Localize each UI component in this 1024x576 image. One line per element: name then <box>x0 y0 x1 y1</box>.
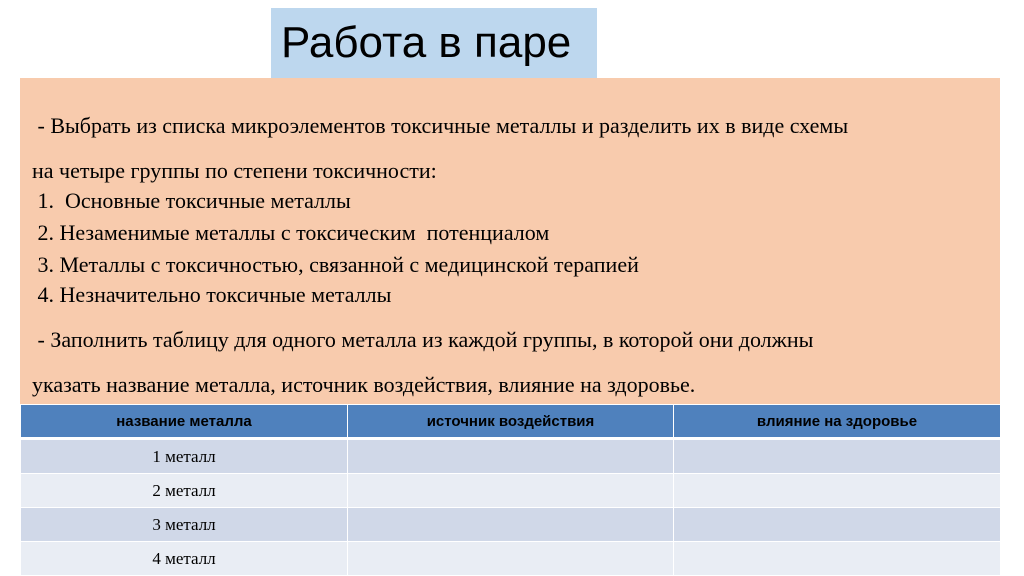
header-health-impact: влияние на здоровье <box>674 405 1001 439</box>
task-line: - Выбрать из списка микроэлементов токсичные металлы и разделить их в виде схемы <box>32 113 849 138</box>
health-impact-cell <box>674 542 1001 576</box>
table-row <box>21 508 1001 542</box>
header-metal-name: название металла <box>21 405 348 439</box>
table-header-row <box>21 405 1001 439</box>
table-row <box>21 439 1001 474</box>
metal-name-cell: 3 металл <box>21 508 348 542</box>
task-line: указать название металла, источник воздействия, влияние на здоровье. <box>32 372 696 397</box>
table-row <box>21 474 1001 508</box>
exposure-source-cell <box>348 439 674 474</box>
slide-title: Работа в паре <box>281 18 572 67</box>
metal-name-cell: 2 металл <box>21 474 348 508</box>
task-line: 2. Незаменимые металлы с токсическим потенциалом <box>32 220 550 245</box>
metal-name-cell: 1 металл <box>21 439 348 474</box>
exposure-source-cell <box>348 542 674 576</box>
exposure-source-cell <box>348 474 674 508</box>
task-line: на четыре группы по степени токсичности: <box>32 158 437 183</box>
exposure-source-cell <box>348 508 674 542</box>
metal-name-cell: 4 металл <box>21 542 348 576</box>
task-box <box>20 78 1000 404</box>
title-box <box>271 8 597 78</box>
task-line: 3. Металлы с токсичностью, связанной с медицинской терапией <box>32 252 639 277</box>
health-impact-cell <box>674 439 1001 474</box>
health-impact-cell <box>674 474 1001 508</box>
task-line: 4. Незначительно токсичные металлы <box>32 282 392 307</box>
task-line: 1. Основные токсичные металлы <box>32 188 351 213</box>
task-line: - Заполнить таблицу для одного металла из каждой группы, в которой они должны <box>32 327 814 352</box>
metals-table <box>20 404 1001 576</box>
health-impact-cell <box>674 508 1001 542</box>
table-row <box>21 542 1001 576</box>
header-exposure-source: источник воздействия <box>348 405 674 439</box>
